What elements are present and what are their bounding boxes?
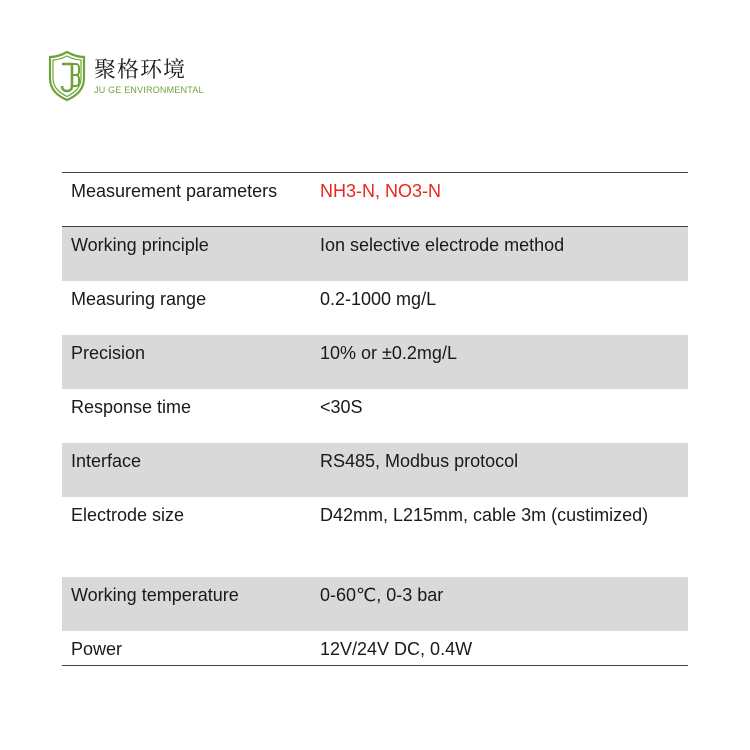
spec-value: D42mm, L215mm, cable 3m (custimized) — [320, 505, 649, 525]
spec-value: NH3-N, NO3-N — [320, 181, 442, 201]
spec-value: 0-60℃, 0-3 bar — [320, 585, 444, 605]
spec-label: Electrode size — [71, 505, 185, 525]
spec-table — [62, 172, 688, 666]
spec-label: Response time — [71, 397, 192, 417]
brand-logo — [48, 50, 204, 102]
spec-row-measurement-parameters — [62, 173, 688, 227]
shield-jg-monogram-icon — [48, 50, 86, 102]
spec-label: Working principle — [71, 235, 209, 255]
spec-value: 10% or ±0.2mg/L — [320, 343, 457, 363]
spec-label: Measuring range — [71, 289, 207, 309]
spec-label: Precision — [71, 343, 146, 363]
spec-row-working-temperature — [62, 577, 688, 631]
spec-value: 0.2-1000 mg/L — [320, 289, 437, 309]
brand-name-cn: 聚格环境 — [94, 57, 187, 83]
spec-row-precision — [62, 335, 688, 389]
spec-value: Ion selective electrode method — [320, 235, 565, 255]
spec-label: Working temperature — [71, 585, 239, 605]
spec-value: <30S — [320, 397, 363, 417]
spec-value: 12V/24V DC, 0.4W — [320, 639, 473, 659]
spec-label: Power — [71, 639, 123, 659]
spec-row-working-principle — [62, 227, 688, 281]
spec-row-interface — [62, 443, 688, 497]
spec-row-power — [62, 631, 688, 665]
spec-label: Interface — [71, 451, 142, 471]
spec-row-response-time — [62, 389, 688, 443]
spec-row-measuring-range — [62, 281, 688, 335]
brand-name-en: JU GE ENVIRONMENTAL — [94, 84, 204, 95]
spec-row-electrode-size — [62, 497, 688, 577]
spec-value: RS485, Modbus protocol — [320, 451, 519, 471]
spec-label: Measurement parameters — [71, 181, 278, 201]
